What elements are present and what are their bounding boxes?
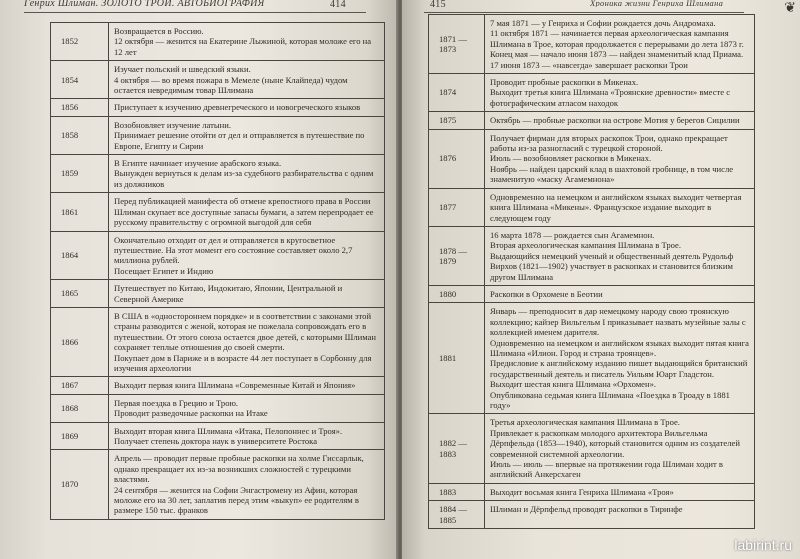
timeline-row bbox=[51, 231, 385, 280]
running-head-right bbox=[590, 0, 738, 7]
event-cell: Одновременно на немецком и английском языках выходит четвертая книга Шлимана «Микены». Французское издание выходит в следующем году bbox=[485, 188, 755, 226]
corner-ornament bbox=[784, 0, 796, 17]
year-cell: 1864 bbox=[51, 231, 109, 280]
event-cell: Апрель — проводит первые пробные раскопки на холме Гиссарлык, однако прекращает их из-за возникших сложностей с турецкими властями. 24 сентября — женится на Софии Энгастромену из Афин, которая моложе его на 30 лет, заплатив перед этим «выкуп» ее родителям в размере 150 тыс. франков bbox=[109, 450, 385, 519]
timeline-row bbox=[429, 129, 755, 188]
timeline-row bbox=[429, 501, 755, 529]
year-cell: 1869 bbox=[51, 422, 109, 450]
timeline-row bbox=[51, 99, 385, 116]
event-cell: Октябрь — пробные раскопки на острове Мотия у берегов Сицилии bbox=[485, 112, 755, 129]
watermark bbox=[734, 537, 792, 553]
timeline-row bbox=[51, 23, 385, 61]
event-cell: Окончательно отходит от дел и отправляется в кругосветное путешествие. На этот момент его состояние составляет около 2,7 миллиона рублей. Посещает Египет и Индию bbox=[109, 231, 385, 280]
timeline-row bbox=[51, 193, 385, 231]
timeline-row bbox=[51, 394, 385, 422]
header-rule bbox=[424, 12, 744, 13]
event-cell: 7 мая 1871 — у Генриха и Софии рождается дочь Андромаха. 11 октября 1871 — начинается первая археологическая кампания Шлимана в Трое, которая продолжается с перерывами до лета 1873 г. Конец мая — начало июня 1873 — найден знаменитый клад Приама. 17 июня 1873 — «навсегда» завершает раскопки Трои bbox=[485, 15, 755, 74]
timeline-row bbox=[51, 116, 385, 154]
year-cell: 1875 bbox=[429, 112, 485, 129]
timeline-row bbox=[429, 188, 755, 226]
event-cell: Возвращается в Россию. 12 октября — женится на Екатерине Лыжиной, которая моложе его на 12 лет bbox=[109, 23, 385, 61]
year-cell: 1866 bbox=[51, 307, 109, 376]
timeline-row bbox=[51, 450, 385, 519]
timeline-row bbox=[429, 15, 755, 74]
year-cell: 1881 bbox=[429, 303, 485, 414]
event-cell: Первая поездка в Грецию и Трою. Проводит разведочные раскопки на Итаке bbox=[109, 394, 385, 422]
right-page bbox=[402, 0, 800, 559]
event-cell: Перед публикацией манифеста об отмене крепостного права в России Шлиман скупает все доступные запасы бумаги, а затем перепродает ее русскому правительству с огромной выгодой для себя bbox=[109, 193, 385, 231]
year-cell: 1870 bbox=[51, 450, 109, 519]
event-cell: Третья археологическая кампания Шлимана в Трое. Привлекает к раскопкам молодого архитектора Вильгельма Дёрпфельда (1853—1940), который становится одним из создателей современной системной археологии. Июль — июль — впервые на протяжении года Шлиман ходит в английский Анкерсхаген bbox=[485, 414, 755, 483]
event-cell: Выходит первая книга Шлимана «Современные Китай и Япония» bbox=[109, 377, 385, 394]
timeline-row bbox=[51, 155, 385, 193]
page-number-right bbox=[430, 0, 446, 10]
event-cell: Возобновляет изучение латыни. Принимает решение отойти от дел и отправляется в путешествие по Европе, Египту и Сирии bbox=[109, 116, 385, 154]
timeline-row bbox=[429, 483, 755, 500]
year-cell: 1868 bbox=[51, 394, 109, 422]
year-cell: 1878 — 1879 bbox=[429, 226, 485, 285]
year-cell: 1861 bbox=[51, 193, 109, 231]
event-cell: Январь — преподносит в дар немецкому народу свою троянскую коллекцию; кайзер Вильгельм I приказывает назвать музейные залы с коллекцией именем дарителя. Одновременно на немецком и английском языках выходит пятая книга Шлимана «Илион. Город и страна троянцев». Предисловие к английскому изданию пишет выдающийся британский государственный деятель и писатель Уильям Юарт Гладстон. Выходит шестая книга Шлимана «Орхомен». Опубликована седьмая книга Шлимана «Поездка в Троаду в 1881 году» bbox=[485, 303, 755, 414]
event-cell: Выходит восьмая книга Генриха Шлимана «Троя» bbox=[485, 483, 755, 500]
event-cell: Изучает польский и шведский языки. 4 октября — во время пожара в Мемеле (ныне Клайпеда) чудом остается невредимым товар Шлимана bbox=[109, 61, 385, 99]
timeline-row bbox=[51, 61, 385, 99]
year-cell: 1854 bbox=[51, 61, 109, 99]
timeline-row bbox=[429, 303, 755, 414]
timeline-row bbox=[51, 422, 385, 450]
page-number: 414 bbox=[330, 0, 346, 10]
event-cell: Получает фирман для вторых раскопок Трои, однако прекращает работы из-за разногласий с турецкой стороной. Июль — возобновляет раскопки в Микенах. Ноябрь — найден царский клад в шахтовой гробнице, в том числе знаменитую «маску Агамемнона» bbox=[485, 129, 755, 188]
running-head-title: Хроника жизни Генриха Шлимана bbox=[590, 0, 724, 7]
timeline-row bbox=[429, 285, 755, 302]
chronology-table-right bbox=[428, 14, 755, 529]
year-cell: 1859 bbox=[51, 155, 109, 193]
year-cell: 1858 bbox=[51, 116, 109, 154]
event-cell: Путешествует по Китаю, Индокитаю, Японии, Центральной и Северной Америке bbox=[109, 280, 385, 308]
year-cell: 1884 — 1885 bbox=[429, 501, 485, 529]
header-rule bbox=[24, 12, 366, 13]
event-cell: Раскопки в Орхомене в Беотии bbox=[485, 285, 755, 302]
event-cell: Шлиман и Дёрпфельд проводят раскопки в Тиринфе bbox=[485, 501, 755, 529]
timeline-row bbox=[429, 226, 755, 285]
timeline-row bbox=[51, 377, 385, 394]
running-head-left bbox=[24, 0, 264, 9]
year-cell: 1880 bbox=[429, 285, 485, 302]
event-cell: Выходит вторая книга Шлимана «Итака, Пелопоннес и Троя». Получает степень доктора наук в университете Ростока bbox=[109, 422, 385, 450]
timeline-row bbox=[51, 280, 385, 308]
year-cell: 1867 bbox=[51, 377, 109, 394]
year-cell: 1852 bbox=[51, 23, 109, 61]
chronology-table-left bbox=[50, 22, 385, 520]
event-cell: В США в «одностороннем порядке» и в соответствии с законами этой страны разводится с женой, которая не пожелала сопровождать его в путешествии. От этого союза остается двое детей, с которыми Шлиман сохраняет теплые отношения до своей смерти. Покупает дом в Париже и в возрасте 44 лет поступает в Сорбонну для изучения археологии bbox=[109, 307, 385, 376]
event-cell: Приступает к изучению древнегреческого и новогреческого языков bbox=[109, 99, 385, 116]
left-page bbox=[0, 0, 398, 559]
year-cell: 1865 bbox=[51, 280, 109, 308]
year-cell: 1871 — 1873 bbox=[429, 15, 485, 74]
watermark-text: labirint.ru bbox=[734, 537, 792, 553]
event-cell: Проводит пробные раскопки в Микенах. Выходит третья книга Шлимана «Троянские древности» вместе с фотографическим атласом находок bbox=[485, 74, 755, 112]
event-cell: 16 марта 1878 — рождается сын Агамемнон. Вторая археологическая кампания Шлимана в Трое. Выдающийся немецкий ученый и общественный деятель Рудольф Вирхов (1821—1902) участвует в раскопках и становится близким другом Шлимана bbox=[485, 226, 755, 285]
year-cell: 1877 bbox=[429, 188, 485, 226]
timeline-row bbox=[429, 414, 755, 483]
page-number-left bbox=[330, 0, 346, 10]
year-cell: 1874 bbox=[429, 74, 485, 112]
year-cell: 1882 — 1883 bbox=[429, 414, 485, 483]
running-head-title: Генрих Шлиман. ЗОЛОТО ТРОИ. АВТОБИОГРАФИЯ bbox=[24, 0, 265, 9]
timeline-row bbox=[429, 74, 755, 112]
year-cell: 1883 bbox=[429, 483, 485, 500]
year-cell: 1876 bbox=[429, 129, 485, 188]
page-number: 415 bbox=[430, 0, 446, 10]
event-cell: В Египте начинает изучение арабского языка. Вынужден вернуться к делам из-за судебного разбирательства с одним из должников bbox=[109, 155, 385, 193]
timeline-row bbox=[429, 112, 755, 129]
ornament-glyph: ❦ bbox=[784, 1, 796, 16]
year-cell: 1856 bbox=[51, 99, 109, 116]
timeline-row bbox=[51, 307, 385, 376]
